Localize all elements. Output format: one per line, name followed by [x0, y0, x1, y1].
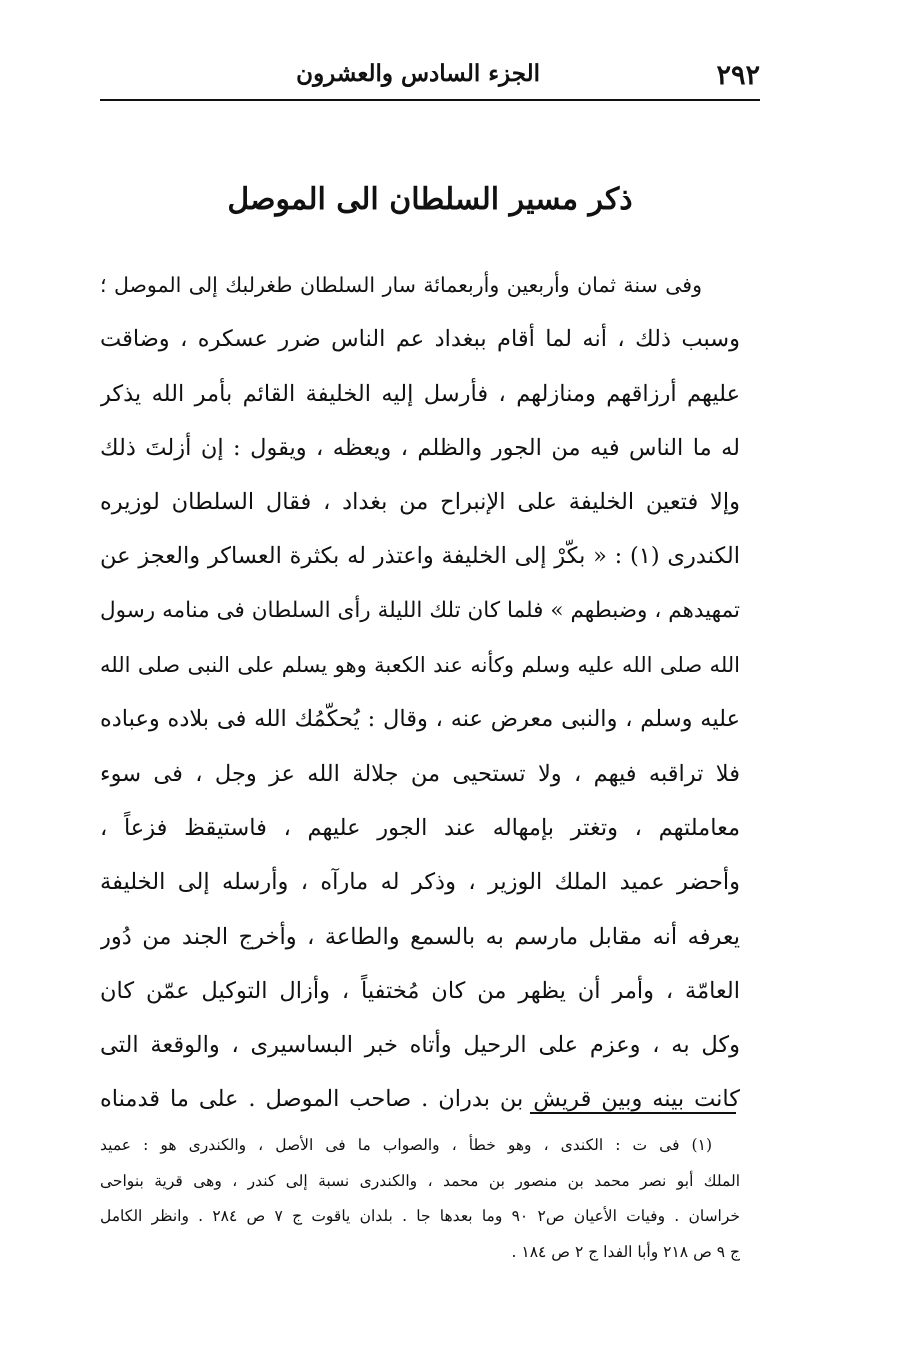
header-rule — [100, 99, 760, 101]
footnotes — [100, 1128, 740, 1270]
footnote-separator — [530, 1112, 736, 1114]
body-line: وسبب ذلك ، أنه لما أقام ببغداد عم الناس ضرر عسكره ، وضاقت — [100, 326, 740, 353]
body-line: العامّة ، وأمر أن يظهر من كان مُختفياً ، وأزال التوكيل عمّن كان — [100, 977, 740, 1004]
body-line: تمهيدهم ، وضبطهم » فلما كان تلك الليلة رأى السلطان فى منامه رسول — [100, 597, 740, 623]
body-line: عليه وسلم ، والنبى معرض عنه ، وقال : يُحكّمُك الله فى بلاده وعباده — [100, 706, 740, 733]
chapter-title: ذكر مسير السلطان الى الموصل — [227, 182, 633, 217]
footnote-line: خراسان . وفيات الأعيان ص٢ ٩٠ وما بعدها جا . بلدان ياقوت ج ٧ ص ٢٨٤ . وانظر الكامل — [100, 1207, 740, 1225]
footnote-line: الملك أبو نصر محمد بن منصور بن محمد ، والكندرى نسبة إلى كندر ، وهى قرية بنواحى — [100, 1171, 740, 1190]
body-line: الله صلى الله عليه وسلم وكأنه عند الكعبة وهو يسلم على النبى صلى الله — [100, 653, 740, 678]
page-number: ٢٩٢ — [716, 60, 760, 91]
body-line: وكل به ، وعزم على الرحيل وأتاه خبر البساسيرى ، والوقعة التى — [100, 1032, 740, 1059]
running-title: الجزء السادس والعشرون — [296, 60, 540, 87]
footnote-line: ج ٩ ص ٢١٨ وأبا الفدا ج ٢ ص ١٨٤ . — [511, 1242, 740, 1261]
body-line: وأحضر عميد الملك الوزير ، وذكر له مارآه ، وأرسله إلى الخليفة — [100, 869, 740, 896]
body-text — [100, 258, 740, 1127]
body-line: فلا تراقبه فيهم ، ولا تستحيى من جلالة الله عز وجل ، فى سوء — [100, 760, 740, 787]
body-line: يعرفه أنه مقابل مارسم به بالسمع والطاعة ، وأخرج الجند من دُور — [100, 923, 740, 950]
footnote-line: (١) فى ت : الكندى ، وهو خطأ ، والصواب ما فى الأصل ، والكندرى هو : عميد — [100, 1136, 712, 1154]
page-header — [100, 58, 760, 94]
body-line: له ما الناس فيه من الجور والظلم ، ويعظه ، ويقول : إن أزلتَ ذلك — [100, 434, 740, 461]
body-line: وفى سنة ثمان وأربعين وأربعمائة سار السلطان طغرلبك إلى الموصل ؛ — [100, 273, 702, 297]
body-line: كانت بينه وبين قريش بن بدران . صاحب الموصل . على ما قدمناه — [100, 1086, 740, 1113]
body-line: الكندرى (١) : « بكّرْ إلى الخليفة واعتذر له بكثرة العساكر والعجز عن — [100, 543, 740, 570]
body-line: معاملتهم ، وتغتر بإمهاله عند الجور عليهم ، فاستيقظ فزعاً ، — [100, 814, 740, 841]
body-line: وإلا فتعين الخليفة على الإنبراح من بغداد ، فقال السلطان لوزيره — [100, 489, 740, 516]
body-line: عليهم أرزاقهم ومنازلهم ، فأرسل إليه الخليفة القائم بأمر الله يذكر — [100, 380, 740, 407]
